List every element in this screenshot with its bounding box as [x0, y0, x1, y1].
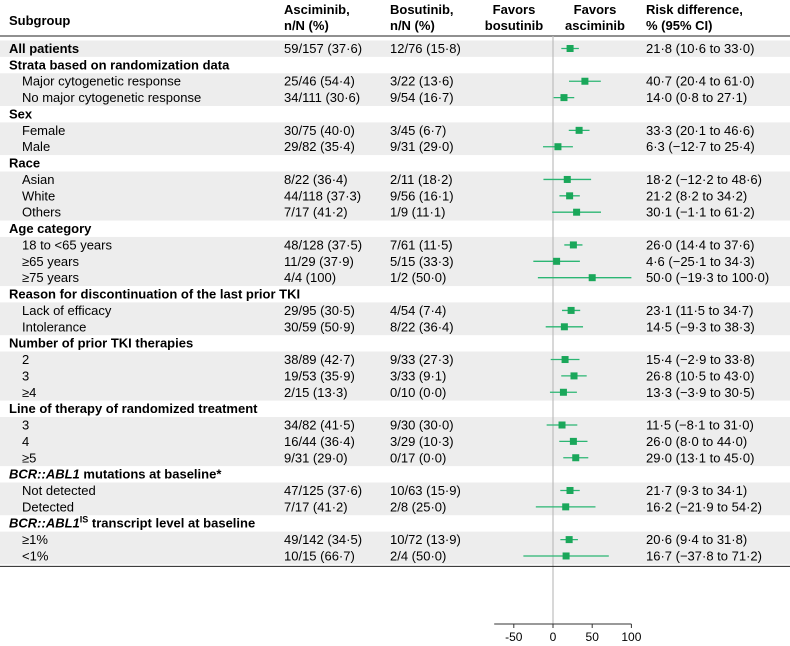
group-label: All patients: [9, 41, 80, 56]
risk-difference-value: 11·5 (−8·1 to 31·0): [646, 417, 754, 433]
x-axis-tick-label: 50: [585, 630, 599, 644]
estimate-marker: [576, 127, 583, 134]
risk-difference-value: 29·0 (13·1 to 45·0): [646, 450, 755, 466]
subgroup-label: 3: [22, 368, 30, 384]
asciminib-value: 7/17 (41·2): [284, 204, 348, 220]
risk-difference-value: 21·7 (9·3 to 34·1): [646, 482, 748, 498]
asciminib-value: 48/128 (37·5): [284, 237, 363, 253]
subgroup-label: ≥65 years: [22, 253, 79, 269]
asciminib-value: 16/44 (36·4): [284, 433, 355, 449]
subgroup-label: White: [22, 188, 56, 204]
group-label: Race: [9, 155, 41, 171]
bosutinib-value: 4/54 (7·4): [390, 302, 447, 318]
subgroup-label: Female: [22, 122, 66, 138]
bosutinib-value: 5/15 (33·3): [390, 253, 454, 269]
risk-difference-value: 40·7 (20·4 to 61·0): [646, 73, 755, 89]
header-asciminib-line2: n/N (%): [284, 18, 329, 33]
header-favors-asciminib-line1: Favors: [573, 2, 617, 17]
bosutinib-value: 3/22 (13·6): [390, 73, 454, 89]
risk-difference-value: 14·0 (0·8 to 27·1): [646, 90, 748, 106]
asciminib-value: 19/53 (35·9): [284, 368, 355, 384]
risk-difference-value: 21·8 (10·6 to 33·0): [646, 41, 755, 56]
group-label: BCR::ABL1 mutations at baseline*: [9, 466, 222, 482]
risk-difference-value: 15·4 (−2·9 to 33·8): [646, 352, 755, 368]
subgroup-label: ≥75 years: [22, 270, 79, 286]
estimate-marker: [572, 454, 579, 461]
estimate-marker: [553, 258, 560, 265]
header-bosutinib-line2: n/N (%): [390, 18, 435, 33]
asciminib-value: 8/22 (36·4): [284, 171, 348, 187]
estimate-marker: [570, 438, 577, 445]
subgroup-label: Not detected: [22, 482, 96, 498]
bosutinib-value: 1/9 (11·1): [390, 204, 446, 220]
risk-difference-value: 4·6 (−25·1 to 34·3): [646, 253, 755, 269]
estimate-marker: [566, 192, 573, 199]
bosutinib-value: 3/29 (10·3): [390, 433, 454, 449]
bosutinib-value: 2/11 (18·2): [390, 171, 453, 187]
subgroup-label: ≥4: [22, 384, 37, 400]
estimate-marker: [564, 176, 571, 183]
risk-difference-value: 21·2 (8·2 to 34·2): [646, 188, 748, 204]
asciminib-value: 29/82 (35·4): [284, 139, 355, 155]
header-risk-difference-line1: Risk difference,: [646, 2, 743, 17]
estimate-marker: [570, 241, 577, 248]
bosutinib-value: 9/33 (27·3): [390, 352, 454, 368]
bosutinib-value: 9/54 (16·7): [390, 90, 454, 106]
header-risk-difference-line2: % (95% CI): [646, 18, 713, 33]
bosutinib-value: 2/8 (25·0): [390, 499, 447, 515]
asciminib-value: 30/59 (50·9): [284, 319, 355, 335]
header-favors-bosutinib-line1: Favors: [492, 2, 536, 17]
bosutinib-value: 0/17 (0·0): [390, 450, 447, 466]
subgroup-label: Others: [22, 204, 62, 220]
group-label: $BCR::ABL1^{IS}$ transcript level at baseline: [9, 514, 256, 531]
bosutinib-value: 10/72 (13·9): [390, 532, 461, 548]
group-label: Number of prior TKI therapies: [9, 335, 194, 351]
risk-difference-value: 6·3 (−12·7 to 25·4): [646, 139, 755, 155]
subgroup-label: Intolerance: [22, 319, 87, 335]
subgroup-label: 3: [22, 417, 30, 433]
asciminib-value: 34/111 (30·6): [284, 90, 361, 106]
header-asciminib-line1: Asciminib,: [284, 2, 350, 17]
asciminib-value: 10/15 (66·7): [284, 548, 355, 564]
estimate-marker: [567, 45, 574, 52]
group-label: Line of therapy of randomized treatment: [9, 401, 258, 417]
estimate-marker: [566, 536, 573, 543]
asciminib-value: 11/29 (37·9): [284, 253, 354, 269]
bosutinib-value: 2/4 (50·0): [390, 548, 447, 564]
estimate-marker: [560, 389, 567, 396]
bosutinib-value: 0/10 (0·0): [390, 384, 447, 400]
bosutinib-value: 10/63 (15·9): [390, 482, 461, 498]
x-axis-tick-label: 100: [621, 630, 642, 644]
header-favors-asciminib-line2: asciminib: [565, 18, 625, 33]
risk-difference-value: 18·2 (−12·2 to 48·6): [646, 171, 762, 187]
asciminib-value: 34/82 (41·5): [284, 417, 355, 433]
estimate-marker: [571, 372, 578, 379]
risk-difference-value: 33·3 (20·1 to 46·6): [646, 122, 755, 138]
subgroup-label: Detected: [22, 499, 75, 515]
subgroup-label: 4: [22, 433, 30, 449]
estimate-marker: [568, 307, 575, 314]
estimate-marker: [567, 487, 574, 494]
risk-difference-value: 16·2 (−21·9 to 54·2): [646, 499, 762, 515]
subgroup-label: ≥1%: [22, 532, 48, 548]
asciminib-value: 25/46 (54·4): [284, 73, 355, 89]
header-subgroup: Subgroup: [9, 13, 71, 28]
header-favors-bosutinib-line2: bosutinib: [484, 18, 544, 33]
asciminib-value: 2/15 (13·3): [284, 384, 348, 400]
subgroup-label: Male: [22, 139, 51, 155]
subgroup-label: 18 to <65 years: [22, 237, 112, 253]
group-label: Reason for discontinuation of the last prior TKI: [9, 286, 301, 302]
bosutinib-value: 9/56 (16·1): [390, 188, 454, 204]
header-bosutinib-line1: Bosutinib,: [390, 2, 454, 17]
estimate-marker: [562, 356, 569, 363]
risk-difference-value: 13·3 (−3·9 to 30·5): [646, 384, 755, 400]
estimate-marker: [563, 552, 570, 559]
risk-difference-value: 50·0 (−19·3 to 100·0): [646, 270, 770, 286]
risk-difference-value: 23·1 (11·5 to 34·7): [646, 302, 754, 318]
subgroup-label: 2: [22, 352, 30, 368]
asciminib-value: 49/142 (34·5): [284, 532, 363, 548]
bosutinib-value: 8/22 (36·4): [390, 319, 454, 335]
risk-difference-value: 20·6 (9·4 to 31·8): [646, 532, 748, 548]
subgroup-label: Asian: [22, 171, 55, 187]
estimate-marker: [573, 209, 580, 216]
bosutinib-value: 3/33 (9·1): [390, 368, 447, 384]
x-axis-tick-label: -50: [505, 630, 523, 644]
subgroup-label: ≥5: [22, 450, 37, 466]
risk-difference-value: 30·1 (−1·1 to 61·2): [646, 204, 755, 220]
bosutinib-value: 1/2 (50·0): [390, 270, 447, 286]
asciminib-value: 4/4 (100): [284, 270, 337, 286]
asciminib-value: 47/125 (37·6): [284, 482, 363, 498]
group-label: Age category: [9, 221, 92, 237]
subgroup-label: No major cytogenetic response: [22, 90, 202, 106]
bosutinib-value: 12/76 (15·8): [390, 41, 461, 56]
estimate-marker: [589, 274, 596, 281]
risk-difference-value: 26·0 (8·0 to 44·0): [646, 433, 748, 449]
risk-difference-value: 16·7 (−37·8 to 71·2): [646, 548, 762, 564]
risk-difference-value: 26·8 (10·5 to 43·0): [646, 368, 755, 384]
risk-difference-value: 14·5 (−9·3 to 38·3): [646, 319, 755, 335]
estimate-marker: [561, 323, 568, 330]
estimate-marker: [560, 94, 567, 101]
risk-difference-value: 26·0 (14·4 to 37·6): [646, 237, 755, 253]
subgroup-label: Major cytogenetic response: [22, 73, 181, 89]
bosutinib-value: 9/31 (29·0): [390, 139, 454, 155]
bosutinib-value: 3/45 (6·7): [390, 122, 447, 138]
x-axis-tick-label: 0: [549, 630, 557, 644]
estimate-marker: [554, 143, 561, 150]
estimate-marker: [562, 503, 569, 510]
group-label: Sex: [9, 106, 33, 122]
asciminib-value: 38/89 (42·7): [284, 352, 355, 368]
bosutinib-value: 7/61 (11·5): [390, 237, 453, 253]
subgroup-label: Lack of efficacy: [22, 302, 112, 318]
estimate-marker: [581, 78, 588, 85]
group-label: Strata based on randomization data: [9, 57, 230, 73]
asciminib-value: 59/157 (37·6): [284, 41, 363, 56]
asciminib-value: 29/95 (30·5): [284, 302, 355, 318]
asciminib-value: 30/75 (40·0): [284, 122, 355, 138]
bosutinib-value: 9/30 (30·0): [390, 417, 454, 433]
subgroup-label: <1%: [22, 548, 49, 564]
asciminib-value: 7/17 (41·2): [284, 499, 348, 515]
asciminib-value: 9/31 (29·0): [284, 450, 348, 466]
estimate-marker: [559, 422, 566, 429]
asciminib-value: 44/118 (37·3): [284, 188, 362, 204]
